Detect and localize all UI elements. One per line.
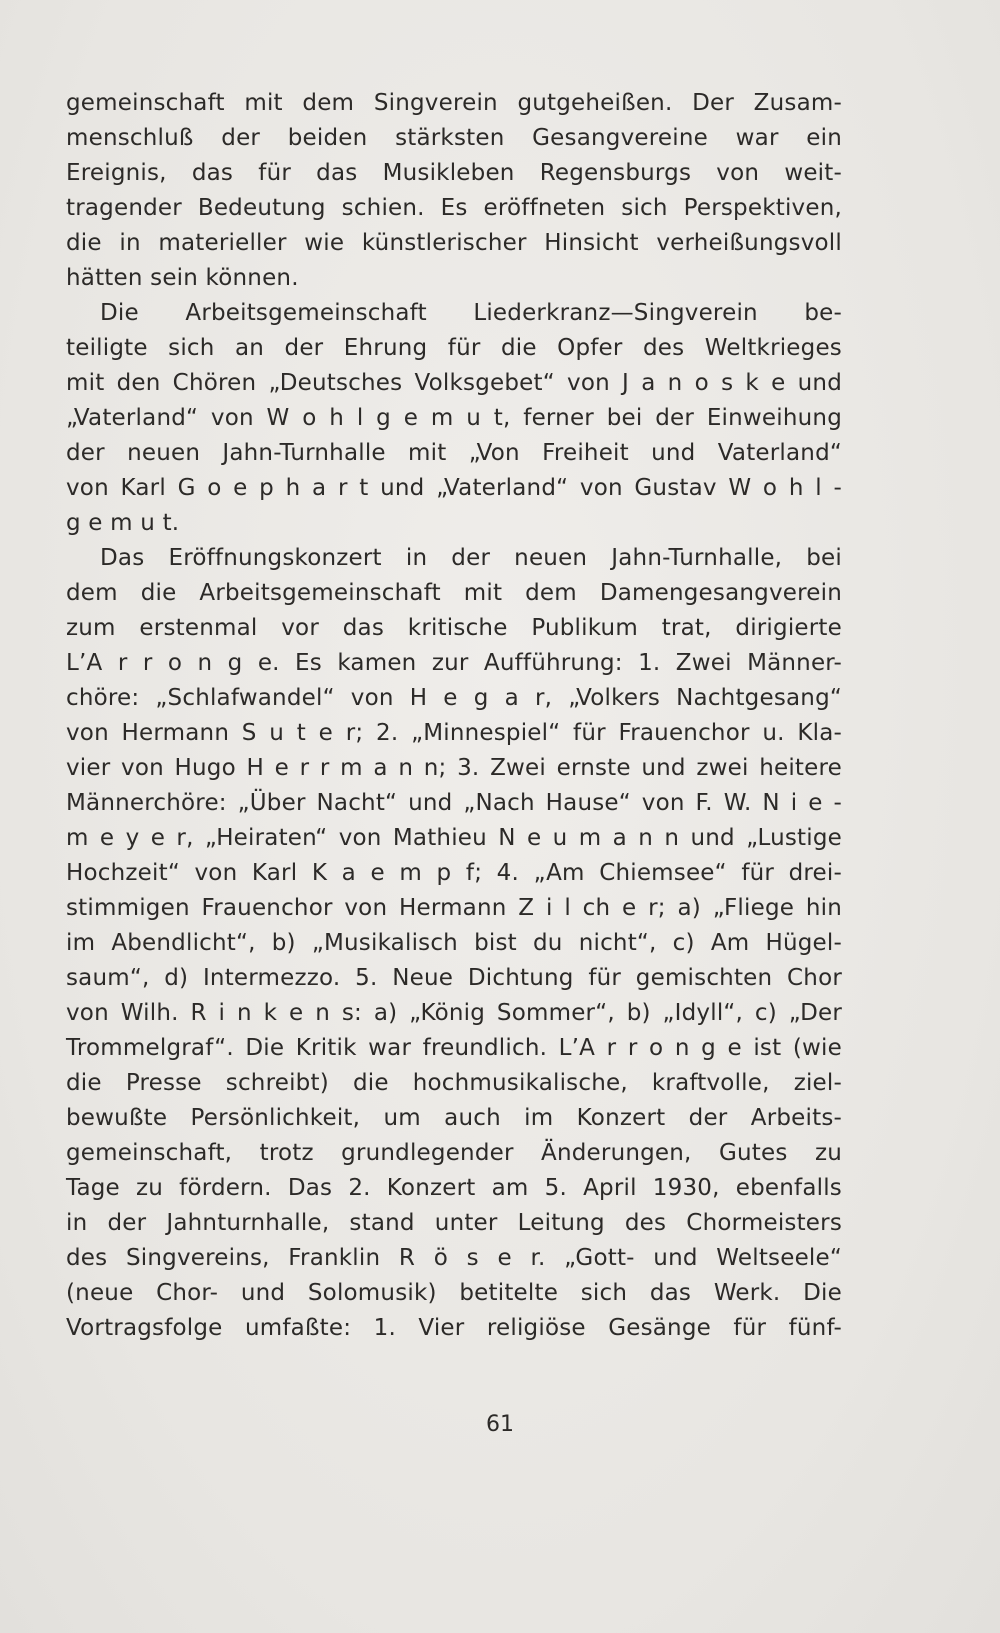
text-line: menschluß der beiden stärksten Gesangvereine war ein — [66, 125, 842, 151]
text-line: von Hermann S u t e r; 2. „Minnespiel“ für Frauenchor u. Kla- — [66, 720, 842, 746]
text-line: Tage zu fördern. Das 2. Konzert am 5. April 1930, ebenfalls — [66, 1175, 842, 1201]
text-line: Hochzeit“ von Karl K a e m p f; 4. „Am Chiemsee“ für drei- — [66, 860, 842, 886]
text-line: tragender Bedeutung schien. Es eröffneten sich Perspektiven, — [66, 195, 842, 221]
text-line: L’A r r o n g e. Es kamen zur Aufführung: 1. Zwei Männer- — [66, 650, 842, 676]
text-line: Trommelgraf“. Die Kritik war freundlich. L’A r r o n g e ist (wie — [66, 1035, 842, 1061]
text-line: hätten sein können. — [66, 265, 299, 291]
text-line: dem die Arbeitsgemeinschaft mit dem Damengesangverein — [66, 580, 842, 606]
text-line: gemeinschaft, trotz grundlegender Änderungen, Gutes zu — [66, 1140, 842, 1166]
text-line: zum erstenmal vor das kritische Publikum trat, dirigierte — [66, 615, 842, 641]
body-text — [66, 86, 842, 1346]
text-line: bewußte Persönlichkeit, um auch im Konzert der Arbeits- — [66, 1105, 842, 1131]
text-line: g e m u t. — [66, 510, 180, 536]
text-line: die Presse schreibt) die hochmusikalische, kraftvolle, ziel- — [66, 1070, 842, 1096]
text-line: Das Eröffnungskonzert in der neuen Jahn-Turnhalle, bei — [100, 545, 842, 571]
text-line: m e y e r, „Heiraten“ von Mathieu N e u m a n n und „Lustige — [66, 825, 842, 851]
text-line: (neue Chor- und Solomusik) betitelte sich das Werk. Die — [66, 1280, 842, 1306]
text-line: in der Jahnturnhalle, stand unter Leitung des Chormeisters — [66, 1210, 842, 1236]
text-line: Ereignis, das für das Musikleben Regensburgs von weit- — [66, 160, 842, 186]
text-line: gemeinschaft mit dem Singverein gutgeheißen. Der Zusam- — [66, 90, 842, 116]
text-line: chöre: „Schlafwandel“ von H e g a r, „Volkers Nachtgesang“ — [66, 685, 842, 711]
text-line: die in materieller wie künstlerischer Hinsicht verheißungsvoll — [66, 230, 842, 256]
text-line: vier von Hugo H e r r m a n n; 3. Zwei ernste und zwei heitere — [66, 755, 842, 781]
text-line: mit den Chören „Deutsches Volksgebet“ von J a n o s k e und — [66, 370, 842, 396]
text-line: von Wilh. R i n k e n s: a) „König Sommer“, b) „Idyll“, c) „Der — [66, 1000, 842, 1026]
text-line: der neuen Jahn-Turnhalle mit „Von Freiheit und Vaterland“ — [66, 440, 842, 466]
text-line: Die Arbeitsgemeinschaft Liederkranz—Singverein be- — [100, 300, 842, 326]
text-line: teiligte sich an der Ehrung für die Opfer des Weltkrieges — [66, 335, 842, 361]
text-line: „Vaterland“ von W o h l g e m u t, ferner bei der Einweihung — [66, 405, 842, 431]
text-line: Vortragsfolge umfaßte: 1. Vier religiöse Gesänge für fünf- — [66, 1315, 842, 1341]
text-line: Männerchöre: „Über Nacht“ und „Nach Hause“ von F. W. N i e - — [66, 790, 842, 816]
text-line: von Karl G o e p h a r t und „Vaterland“ von Gustav W o h l - — [66, 475, 842, 501]
text-line: stimmigen Frauenchor von Hermann Z i l ch e r; a) „Fliege hin — [66, 895, 842, 921]
text-line: saum“, d) Intermezzo. 5. Neue Dichtung für gemischten Chor — [66, 965, 842, 991]
page-number: 61 — [486, 1412, 514, 1437]
text-line: des Singvereins, Franklin R ö s e r. „Gott- und Weltseele“ — [66, 1245, 842, 1271]
text-line: im Abendlicht“, b) „Musikalisch bist du nicht“, c) Am Hügel- — [66, 930, 842, 956]
